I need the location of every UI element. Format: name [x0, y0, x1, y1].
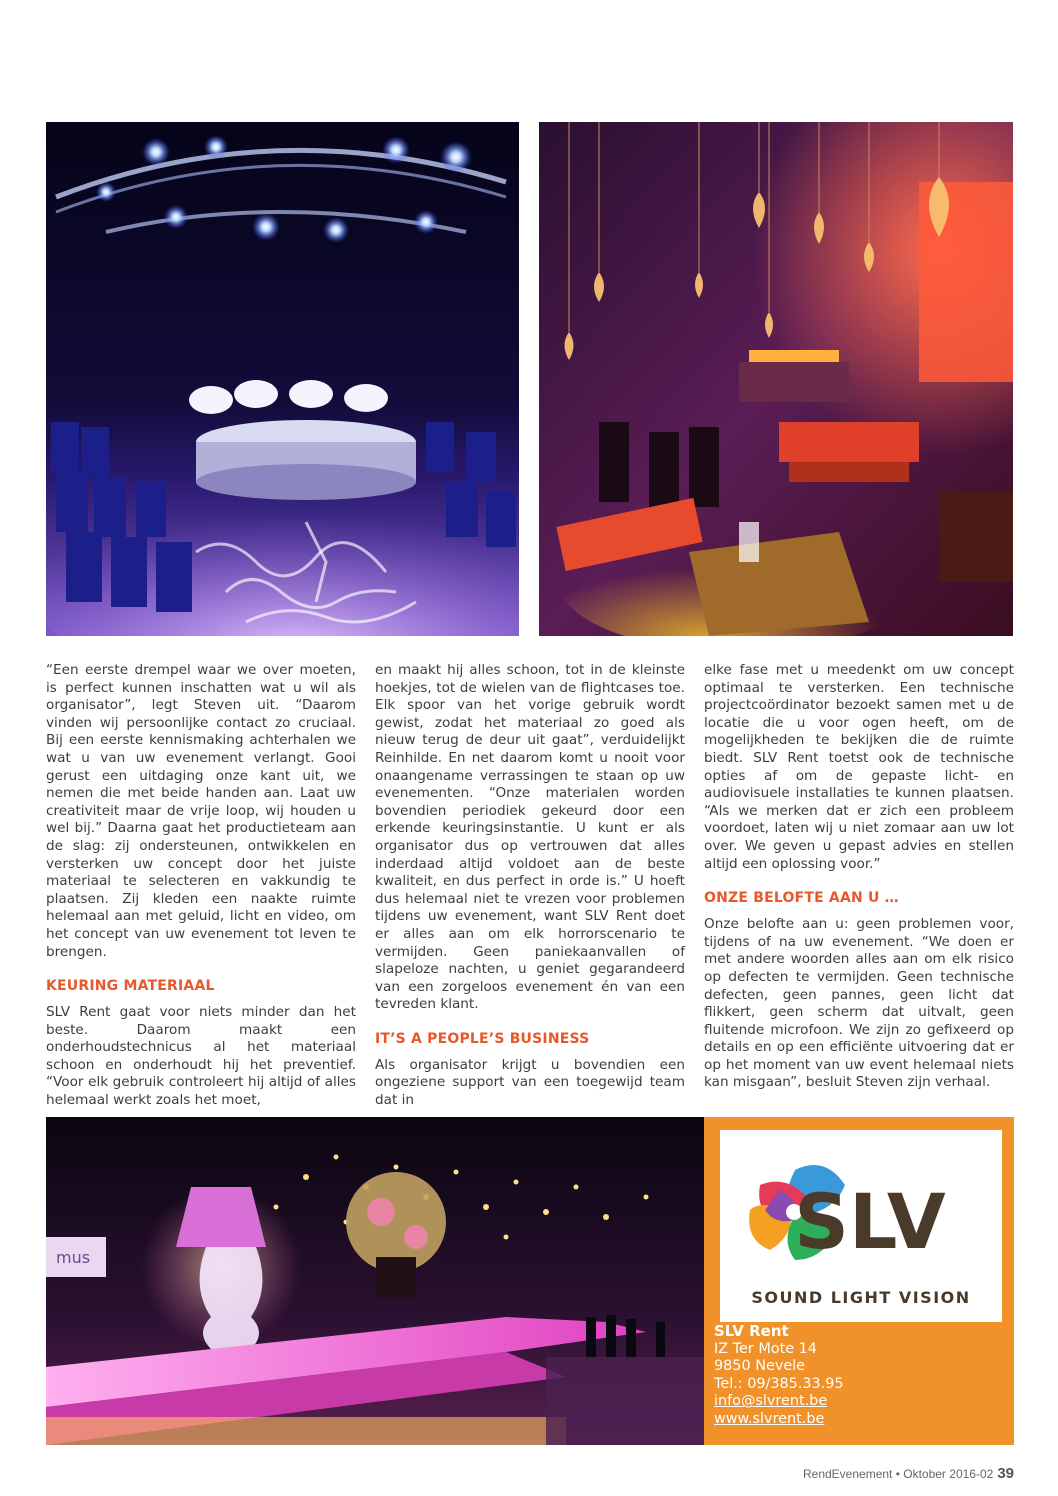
page-number: 39 [997, 1465, 1014, 1482]
address-line-1: IZ Ter Mote 14 [714, 1340, 817, 1357]
article-paragraph: SLV Rent gaat voor niets minder dan het beste. Daarom maakt een onderhoudstechnicus al het materiaal schoon en onderhoudt hij het preventief. “Voor elk gebruik controleert hij altijd of alles helemaal werkt zoals het moet, [46, 1004, 356, 1109]
article-paragraph: Onze belofte aan u: geen problemen voor, tijdens of na uw evenement. “We doen er met andere woorden alles aan om elk risico op defecten te vermijden. Geen technische defecten, geen pannes, geen licht dat flikkert, geen scherm dat uitvalt, geen fluitende microfoon. We zijn zo gefixeerd op details en op een efficiënte uitvoering dat er op het moment van uw event helemaal niets kan misgaan”, besluit Steven zijn verhaal. [704, 916, 1014, 1091]
section-heading-peoples-business: IT’S A PEOPLE’S BUSINESS [375, 1030, 590, 1047]
slv-contact-panel [704, 1117, 1014, 1445]
section-heading-belofte: ONZE BELOFTE AAN U … [704, 890, 899, 907]
slv-wordmark: SLV [794, 1177, 946, 1266]
address-line-2: 9850 Nevele [714, 1358, 806, 1375]
article-paragraph: “Een eerste drempel waar we over moeten, is perfect kunnen inschatten wat u wil als organisator”, legt Steven uit. “Daarom vinden wij persoonlijke contact zo cruciaal. Bij een eerste kennismaking achterhalen we wat u van uw evenement verlangt. Gooi gerust een uitdaging onze kant uit, we nemen die met beide handen aan. Laat uw creativiteit maar de vrije loop, wij houden u wel bij.” Daarna gaat het productieteam aan de slag: zij ondersteunen, ontwikkelen en versterken uw concept door het juiste materiaal te selecteren en vakkundig te plaatsen. Zij kleden een naakte ruimte helemaal aan met geluid, licht en video, om het concept van uw evenement tot leven te brengen. [46, 662, 356, 960]
website-link[interactable]: www.slvrent.be [714, 1410, 825, 1427]
company-name: SLV Rent [714, 1322, 789, 1340]
phone-number: Tel.: 09/385.33.95 [714, 1375, 844, 1392]
photo-lounge-lamps [539, 122, 1013, 636]
article-paragraph: Als organisator krijgt u bovendien een ongeziene support van een toegewijd team dat in [375, 1056, 685, 1109]
bar-sign-text: mus [56, 1248, 91, 1267]
slv-logo [720, 1130, 1002, 1322]
section-heading-keuring: KEURING MATERIAAL [46, 978, 215, 995]
article-column-2 [375, 662, 685, 1110]
article-column-1 [46, 662, 356, 1110]
article-paragraph: elke fase met u meedenkt om uw concept optimaal te versterken. Een technische projectcoördinator bezoekt samen met u de locatie die u voor ogen heeft, om de mogelijkheden te bekijken die de ruimte biedt. SLV Rent toetst ook de technische opties af om de gepaste licht- en audiovisuele installaties te kunnen plaatsen. “Als we merken dat er zich een probleem voordoet, laten wij u niet zomaar aan uw lot over. We geven u gepast advies en stellen altijd een oplossing voor.” [704, 662, 1014, 872]
photo-stage-lighting [46, 122, 519, 636]
article-column-3 [704, 662, 1014, 1092]
article-paragraph: en maakt hij alles schoon, tot in de kleinste hoekjes, tot de wielen van de flightcases toe. Elk spoor van het vorige gebruik wordt gewist, zodat het materiaal zo goed als nieuw terug de deur uit gaat”, verduidelijkt Reinhilde. En net daarom komt u nooit voor onaangename verrassingen te staan op uw evenementen. “Onze materialen worden bovendien periodiek gekeurd door een erkende keuringsinstantie. U kunt er als organisator dus op vertrouwen dat alles inderdaad altijd voldoet aan de beste kwaliteit, en dus perfect in orde is.” U hoeft dus helemaal niet te vrezen voor problemen tijdens uw evenement, want SLV Rent doet er alles aan om elk horrorscenario te vermijden. Geen paniekaanvallen of slapeloze nachten, u geniet gegarandeerd van een zorgeloos evenement én van een tevreden klant. [375, 662, 685, 1013]
photo-pink-bar [46, 1117, 704, 1445]
publication-info: RendEvenement • Oktober 2016-02 [802, 1467, 994, 1481]
slv-tagline: SOUND LIGHT VISION [751, 1288, 971, 1307]
page-footer [803, 1465, 1014, 1482]
email-link[interactable]: info@slvrent.be [714, 1393, 828, 1410]
contact-details [714, 1323, 844, 1429]
